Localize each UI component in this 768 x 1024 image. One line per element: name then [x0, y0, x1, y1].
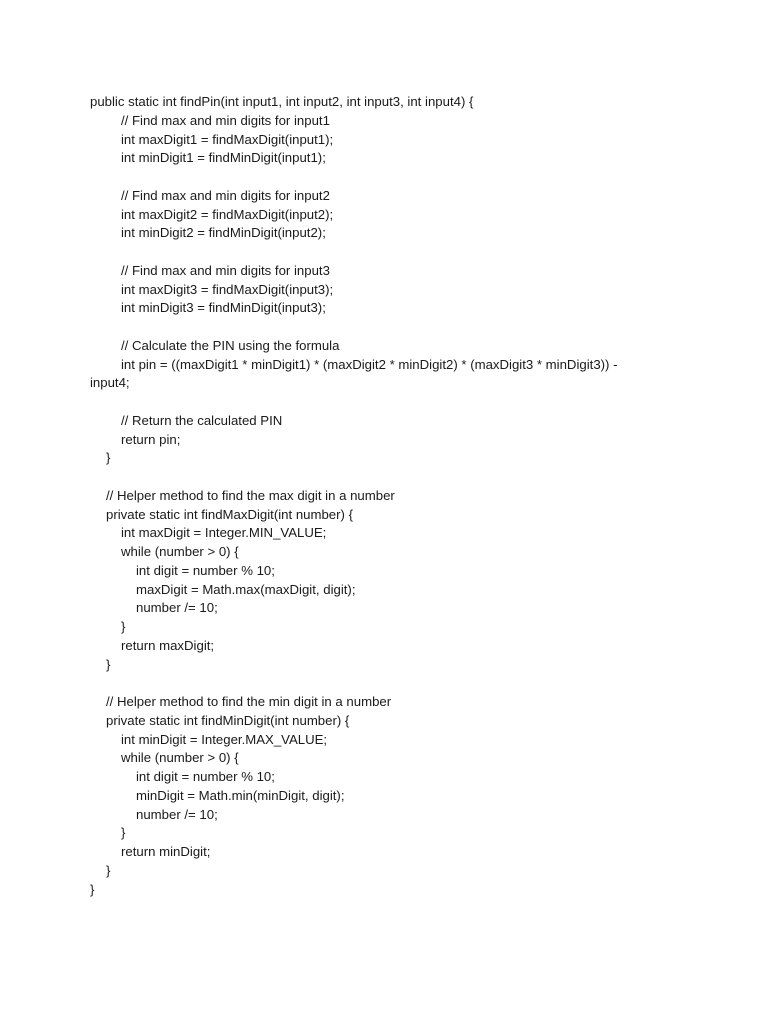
code-line: }: [106, 862, 111, 878]
code-line: // Helper method to find the max digit in a number: [106, 487, 395, 503]
code-line: int maxDigit3 = findMaxDigit(input3);: [121, 281, 334, 297]
code-line: number /= 10;: [136, 806, 218, 822]
code-line: int maxDigit = Integer.MIN_VALUE;: [121, 525, 327, 541]
blank-line: [90, 674, 730, 693]
code-line: int maxDigit2 = findMaxDigit(input2);: [121, 206, 334, 222]
code-line: }: [106, 450, 111, 466]
code-line: // Helper method to find the min digit in a number: [106, 694, 392, 709]
code-line: // Calculate the PIN using the formula: [121, 337, 340, 353]
blank-line: [90, 318, 730, 337]
code-line: while (number > 0) {: [121, 750, 239, 766]
blank-line: [90, 468, 730, 487]
code-line: int digit = number % 10;: [136, 769, 275, 784]
code-line: }: [106, 656, 111, 672]
blank-line: [90, 168, 730, 187]
code-line: while (number > 0) {: [121, 544, 239, 559]
code-line: // Return the calculated PIN: [121, 412, 283, 428]
code-line: // Find max and min digits for input2: [121, 187, 330, 203]
code-listing: [90, 93, 730, 899]
blank-line: [90, 393, 730, 412]
code-line: return pin;: [121, 431, 181, 447]
code-line: number /= 10;: [136, 600, 218, 616]
code-line: // Find max and min digits for input1: [121, 112, 330, 128]
blank-line: [90, 243, 730, 262]
code-line: public static int findPin(int input1, int input2, int input3, int input4) {: [90, 94, 474, 109]
code-line: int minDigit = Integer.MAX_VALUE;: [121, 731, 328, 747]
code-line: maxDigit = Math.max(maxDigit, digit);: [136, 581, 356, 597]
code-line: int minDigit2 = findMinDigit(input2);: [121, 225, 326, 241]
code-line: return maxDigit;: [121, 637, 215, 653]
code-line: input4;: [90, 375, 130, 391]
code-line: private static int findMaxDigit(int number) {: [106, 506, 353, 522]
code-line: int minDigit3 = findMinDigit(input3);: [121, 300, 326, 316]
code-line: minDigit = Math.min(minDigit, digit);: [136, 787, 345, 803]
code-line: int pin = ((maxDigit1 * minDigit1) * (maxDigit2 * minDigit2) * (maxDigit3 * minDigit3)) -: [121, 356, 618, 372]
code-line: int digit = number % 10;: [136, 562, 275, 578]
code-line: // Find max and min digits for input3: [121, 262, 330, 278]
code-line: return minDigit;: [121, 844, 211, 859]
code-line: int maxDigit1 = findMaxDigit(input1);: [121, 131, 334, 147]
code-line: }: [121, 619, 126, 634]
code-line: }: [90, 881, 95, 897]
code-line: int minDigit1 = findMinDigit(input1);: [121, 150, 326, 166]
code-line: private static int findMinDigit(int number) {: [106, 712, 350, 728]
code-line: }: [121, 825, 126, 841]
